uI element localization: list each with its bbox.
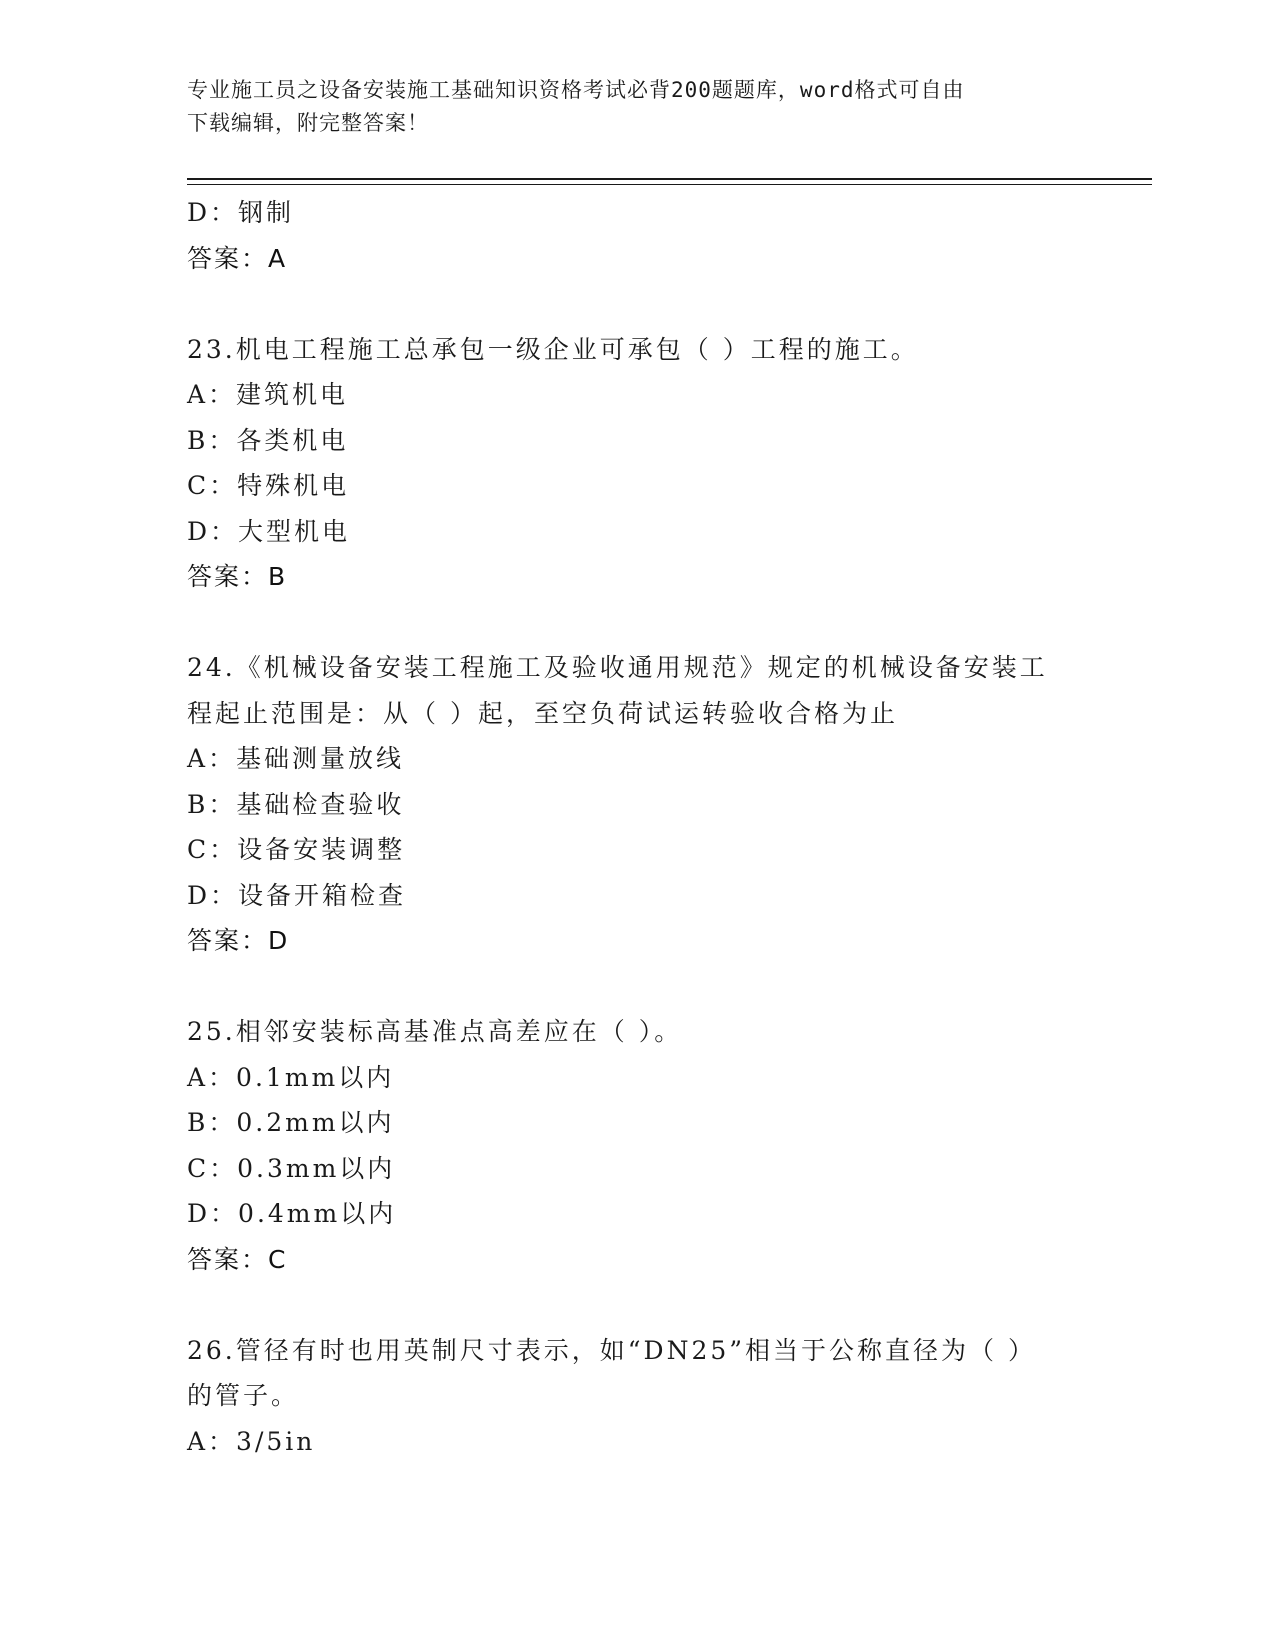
question-26 (187, 1328, 1087, 1465)
spacer (187, 600, 1087, 646)
header-rule-thin (187, 184, 1152, 185)
option-d: D：大型机电 (187, 516, 351, 546)
question-stem: 23.机电工程施工总承包一级企业可承包（ ）工程的施工。 (187, 334, 919, 364)
question-stem: 25.相邻安装标高基准点高差应在（ ）。 (187, 1017, 683, 1046)
header-line-1: 专业施工员之设备安装施工基础知识资格考试必背200题题库，word格式可自由 (187, 78, 965, 102)
prev-answer: 答案：A (187, 243, 288, 273)
question-stem-line-1: 26.管径有时也用英制尺寸表示，如“DN25”相当于公称直径为（ ） (187, 1335, 1036, 1365)
option-b: B：各类机电 (187, 425, 349, 455)
option-c: C：特殊机电 (187, 471, 350, 500)
spacer (187, 1282, 1087, 1328)
option-a: A：0.1mm以内 (187, 1062, 395, 1092)
header-rule-thick (187, 178, 1152, 180)
answer: 答案：C (187, 1244, 288, 1274)
option-b: B：0.2mm以内 (187, 1108, 395, 1137)
option-b: B：基础检查验收 (187, 789, 405, 819)
option-a: A：3/5in (187, 1426, 316, 1456)
option-a: A：建筑机电 (187, 380, 349, 409)
option-a: A：基础测量放线 (187, 744, 405, 773)
spacer (187, 281, 1087, 327)
spacer (187, 964, 1087, 1010)
question-stem-line-2: 程起止范围是：从（ ）起，至空负荷试运转验收合格为止 (187, 698, 898, 728)
question-stem-line-2: 的管子。 (187, 1381, 300, 1410)
option-d: D：设备开箱检查 (187, 880, 407, 910)
document-header (187, 74, 1067, 140)
question-list (187, 190, 1087, 1464)
question-24 (187, 645, 1087, 964)
option-d: D：0.4mm以内 (187, 1199, 397, 1228)
answer: 答案：B (187, 562, 288, 591)
question-25 (187, 1009, 1087, 1282)
option-c: C：设备安装调整 (187, 835, 406, 864)
answer: 答案：D (187, 926, 290, 955)
question-23 (187, 327, 1087, 600)
prev-option-d: D：钢制 (187, 198, 295, 227)
header-line-2: 下载编辑，附完整答案！ (187, 111, 429, 135)
question-stem-line-1: 24.《机械设备安装工程施工及验收通用规范》规定的机械设备安装工 (187, 653, 1048, 682)
option-c: C：0.3mm以内 (187, 1153, 396, 1183)
